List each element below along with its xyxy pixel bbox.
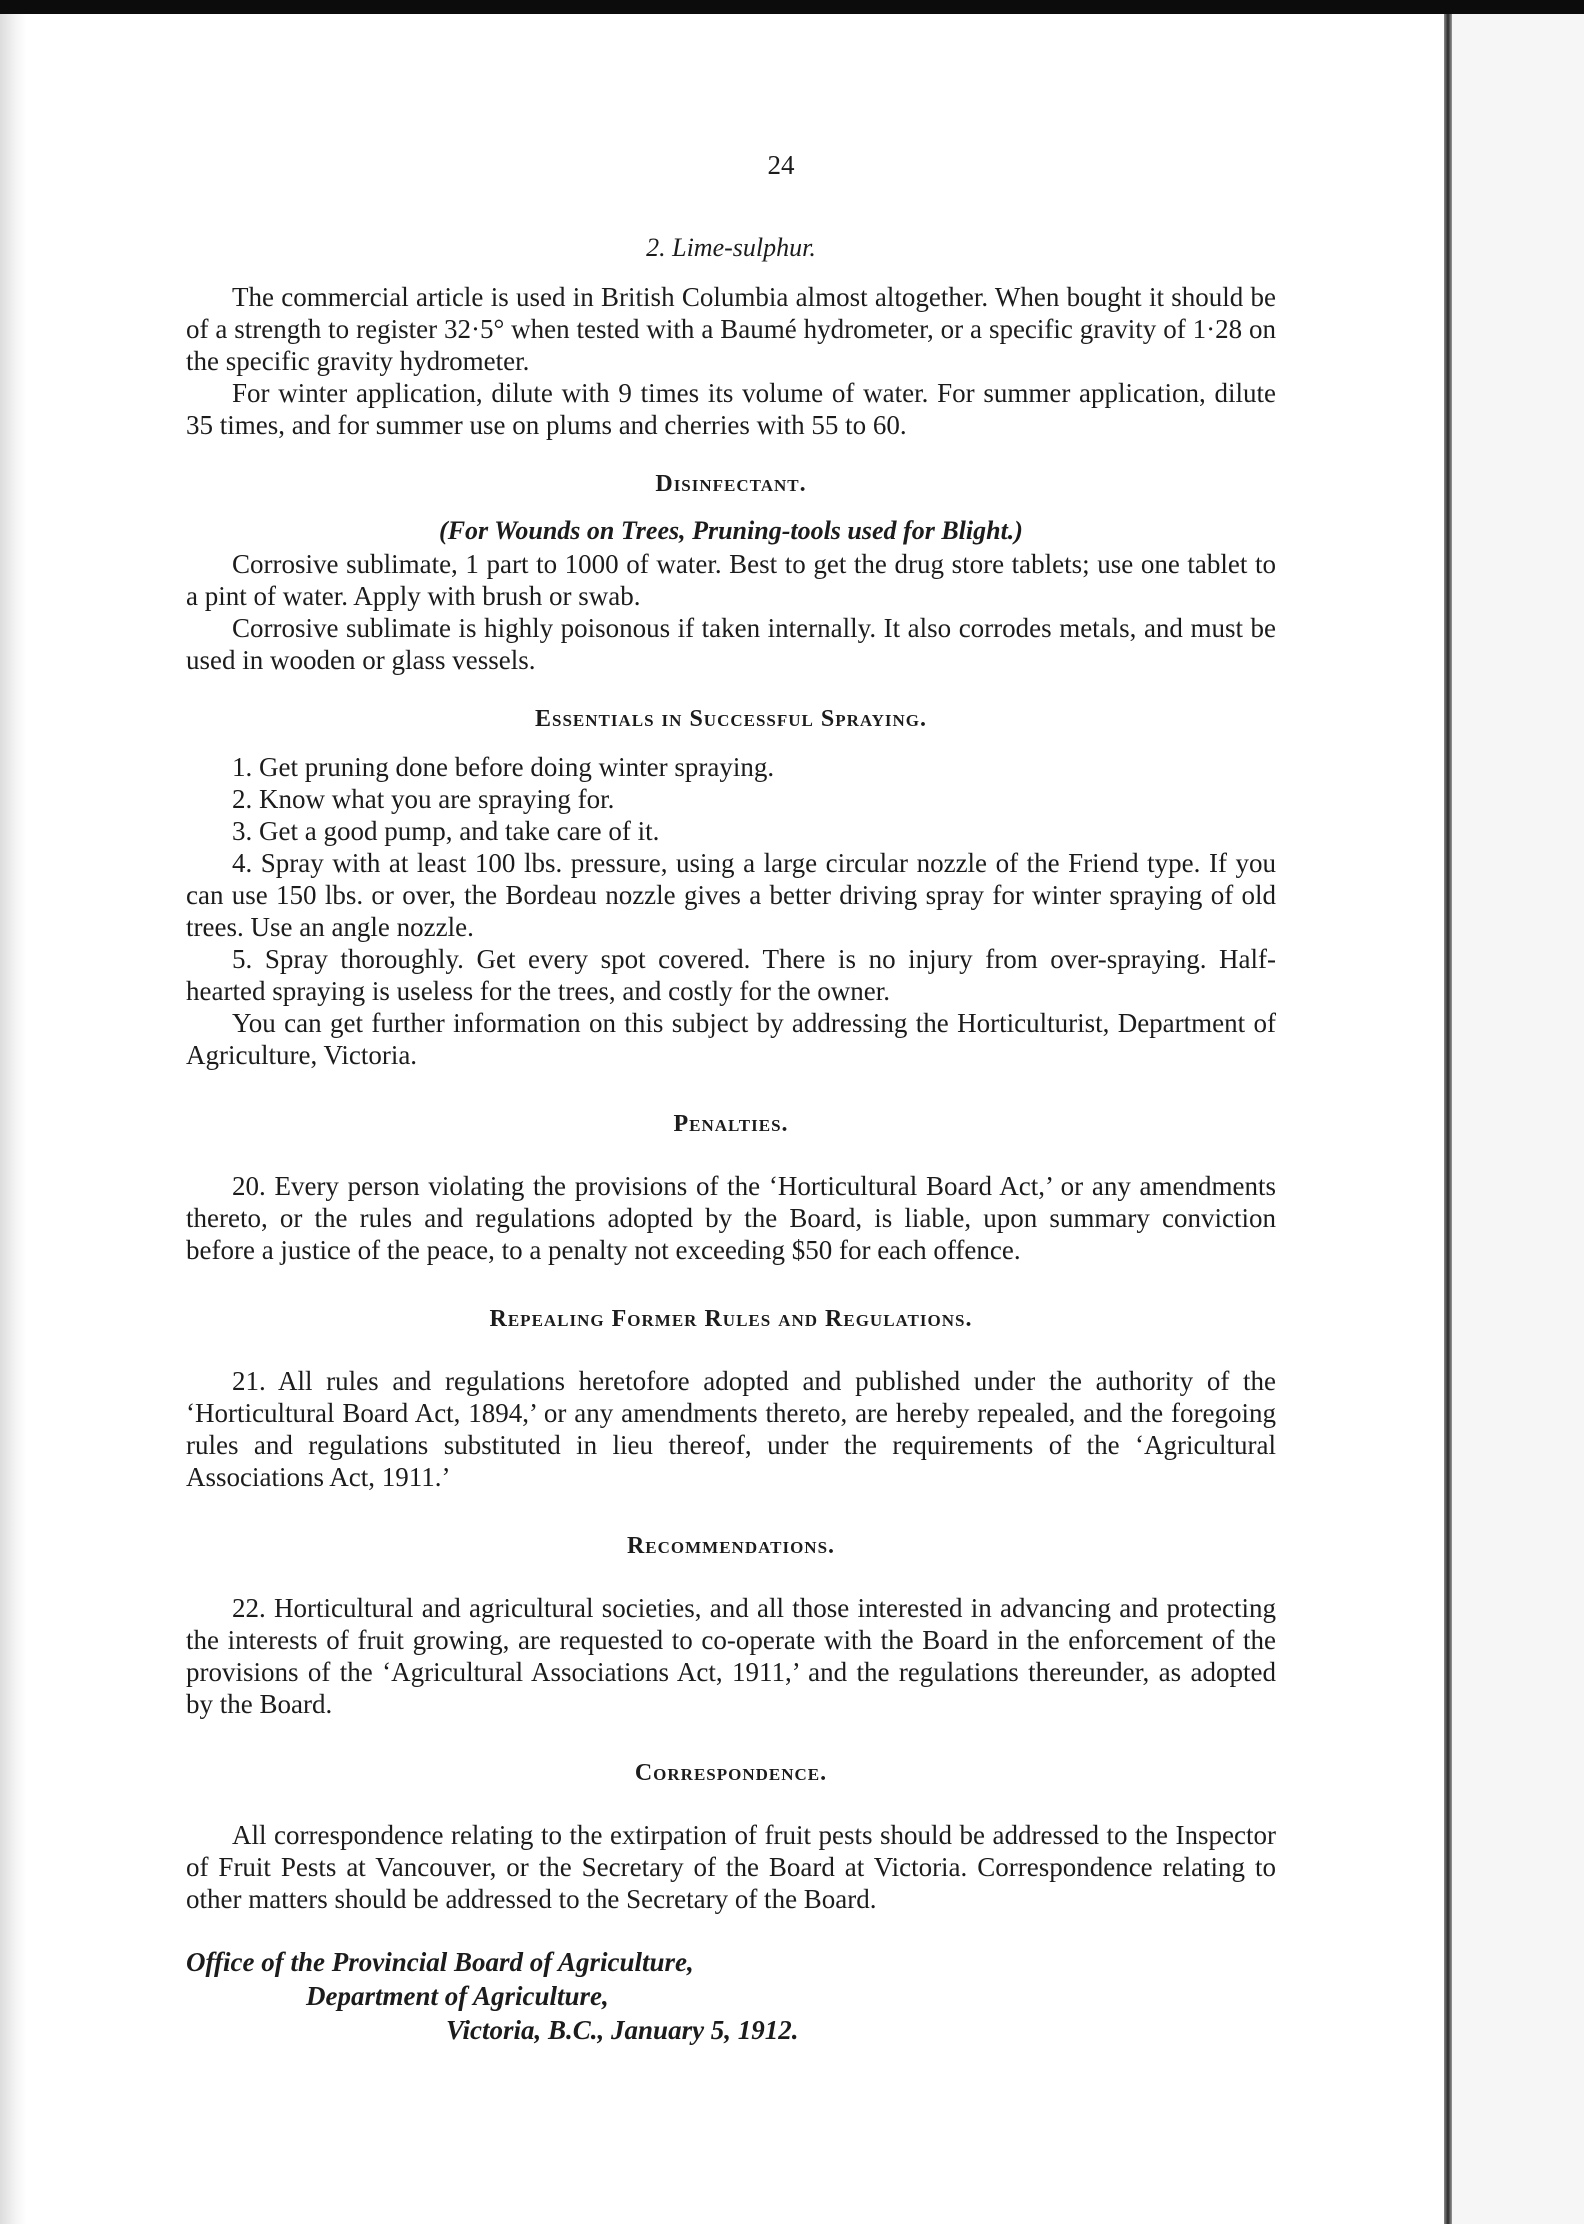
page-number: 24 — [767, 150, 795, 180]
essentials-item: 1. Get pruning done before doing winter spraying. — [232, 752, 775, 782]
essentials-item: 4. Spray with at least 100 lbs. pressure, using a large circular nozzle of the Friend type. If you can use 150 lbs. or over, the Bordeau nozzle gives a better driving spray for winter spraying of old trees. Use an angle nozzle. — [186, 848, 1276, 942]
book-spine — [1444, 14, 1452, 2224]
repealing-paragraph: 21. All rules and regulations heretofore adopted and published under the authority of the ‘Horticultural Board Act, 1894,’ or any amendments thereto, are hereby repealed, and the foregoing rules and regulations substituted in lieu thereof, under the requirements of the ‘Agricultural Associations Act, 1911.’ — [186, 1366, 1276, 1492]
scan-left-edge — [0, 14, 26, 2224]
signature-block — [186, 1945, 1276, 2047]
recommendations-paragraph: 22. Horticultural and agricultural societies, and all those interested in advancing and protecting the interests of fruit growing, are requested to co-operate with the Board in the enforcement of the provisions of the ‘Agricultural Associations Act, 1911,’ and the regulations thereunder, as adopted by the Board. — [186, 1593, 1276, 1719]
essentials-item: 3. Get a good pump, and take care of it. — [232, 816, 660, 846]
facing-page-edge — [1452, 14, 1584, 2224]
repealing-heading: Repealing Former Rules and Regulations. — [489, 1306, 973, 1332]
scan-top-border — [0, 0, 1584, 14]
signature-line-2: Department of Agriculture, — [306, 1981, 609, 2011]
recommendations-heading: Recommendations. — [626, 1533, 836, 1559]
essentials-item: 5. Spray thoroughly. Get every spot covered. There is no injury from over-spraying. Half-hearted spraying is useless for the trees, and costly for the owner. — [186, 944, 1276, 1006]
lime-sulphur-paragraph-2: For winter application, dilute with 9 times its volume of water. For summer application, dilute 35 times, and for summer use on plums and cherries with 55 to 60. — [186, 378, 1276, 440]
penalties-paragraph: 20. Every person violating the provisions of the ‘Horticultural Board Act,’ or any amendments thereto, or the rules and regulations adopted by the Board, is liable, upon summary conviction before a justice of the peace, to a penalty not exceeding $50 for each offence. — [186, 1171, 1276, 1265]
disinfectant-subheading: (For Wounds on Trees, Pruning-tools used for Blight.) — [439, 516, 1023, 545]
signature-line-1: Office of the Provincial Board of Agriculture, — [186, 1947, 694, 1977]
lime-sulphur-heading: 2. Lime-sulphur. — [646, 233, 816, 262]
document-page — [186, 150, 1276, 2047]
correspondence-paragraph: All correspondence relating to the extirpation of fruit pests should be addressed to the Inspector of Fruit Pests at Vancouver, or the Secretary of the Board at Victoria. Correspondence relating to other matters should be addressed to the Secretary of the Board. — [186, 1820, 1276, 1914]
disinfectant-heading: Disinfectant. — [655, 471, 807, 497]
penalties-heading: Penalties. — [673, 1111, 789, 1137]
correspondence-heading: Correspondence. — [634, 1760, 828, 1786]
disinfectant-paragraph-1: Corrosive sublimate, 1 part to 1000 of water. Best to get the drug store tablets; use one tablet to a pint of water. Apply with brush or swab. — [186, 549, 1276, 611]
signature-line-3: Victoria, B.C., January 5, 1912. — [446, 2015, 799, 2045]
essentials-heading: Essentials in Successful Spraying. — [535, 706, 927, 732]
essentials-closing: You can get further information on this subject by addressing the Horticulturist, Department of Agriculture, Victoria. — [186, 1008, 1276, 1070]
essentials-item: 2. Know what you are spraying for. — [232, 784, 615, 814]
lime-sulphur-paragraph-1: The commercial article is used in British Columbia almost altogether. When bought it should be of a strength to register 32·5° when tested with a Baumé hydrometer, or a specific gravity of 1·28 on the specific gravity hydrometer. — [186, 282, 1276, 376]
disinfectant-paragraph-2: Corrosive sublimate is highly poisonous if taken internally. It also corrodes metals, and must be used in wooden or glass vessels. — [186, 613, 1276, 675]
